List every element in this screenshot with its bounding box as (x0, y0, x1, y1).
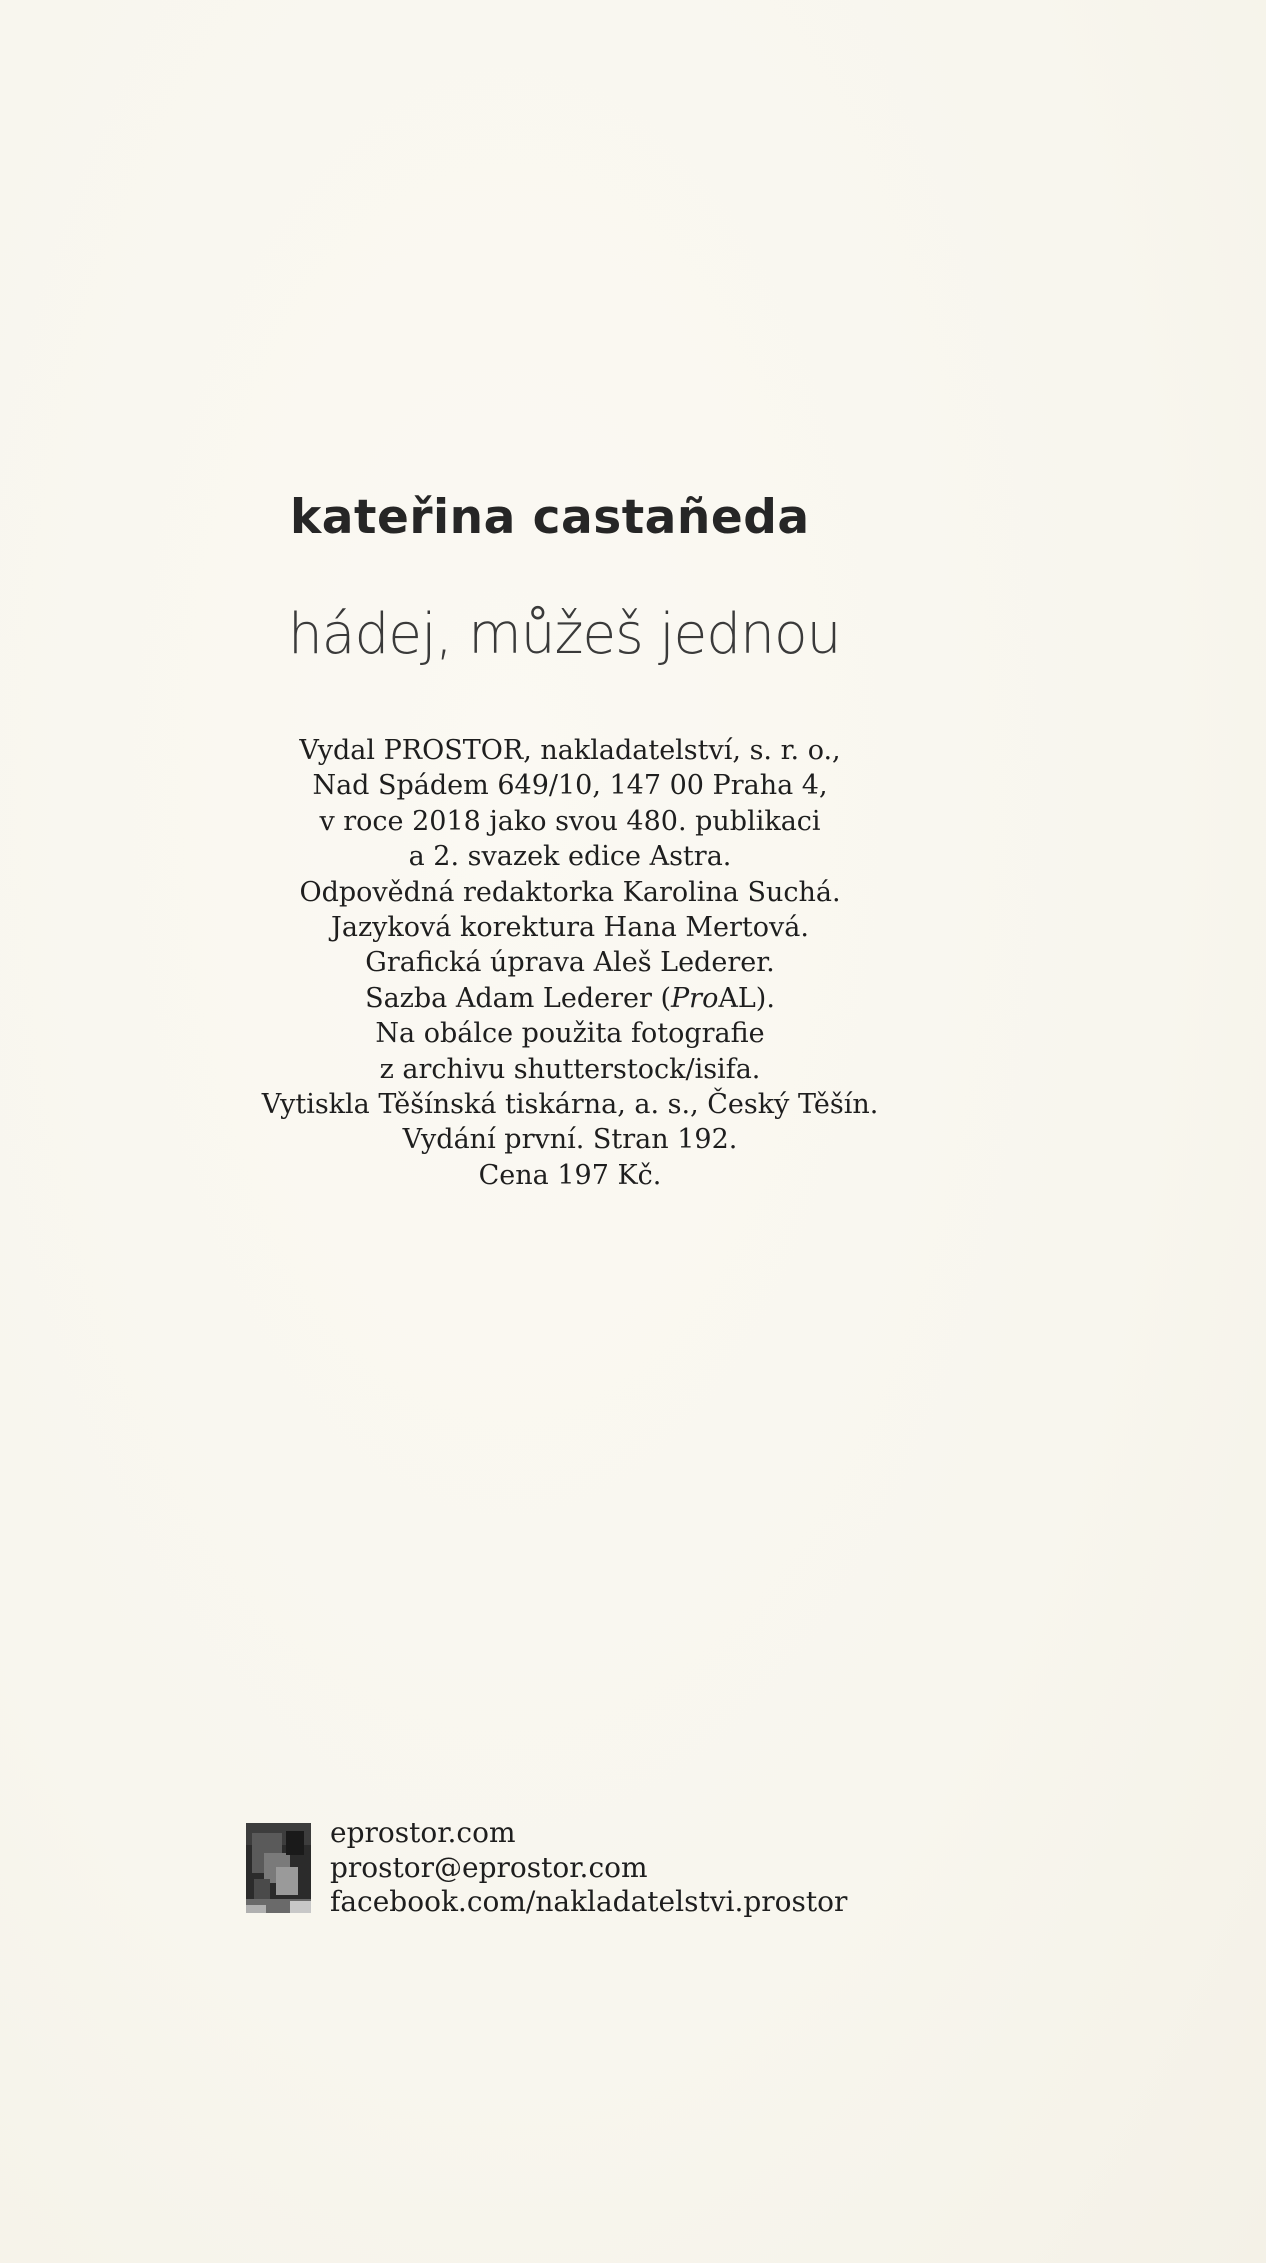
imprint-line: Vydání první. Stran 192. (402, 1124, 738, 1156)
imprint-line: Cena 197 Kč. (478, 1159, 662, 1191)
logo-graphic (246, 1823, 311, 1913)
website-link: eprostor.com (330, 1816, 516, 1849)
imprint-line: a 2. svazek edice Astra. (408, 841, 732, 873)
imprint-line: Vytiskla Těšínská tiskárna, a. s., Český Těšín. (261, 1089, 879, 1121)
imprint-line: Odpovědná redaktorka Karolina Suchá. (299, 876, 841, 908)
author-name: kateřina castañeda (290, 490, 810, 545)
imprint-line: Sazba Adam Lederer (ProAL). (365, 982, 775, 1014)
publisher-photo-logo-icon (246, 1823, 311, 1913)
contacts-block (330, 1816, 847, 1920)
imprint-line: Nad Spádem 649/10, 147 00 Praha 4, (312, 770, 828, 802)
imprint-line: z archivu shutterstock/isifa. (379, 1053, 761, 1085)
imprint-block (200, 733, 940, 1193)
facebook-link: facebook.com/nakladatelstvi.prostor (330, 1885, 848, 1918)
email-address: prostor@eprostor.com (330, 1850, 648, 1884)
imprint-line: Na obálce použita fotografie (375, 1018, 765, 1050)
imprint-line: v roce 2018 jako svou 480. publikaci (319, 805, 821, 837)
imprint-line: Grafická úprava Aleš Lederer. (365, 947, 775, 979)
book-title: hádej, můžeš jednou (288, 602, 841, 667)
imprint-line: Vydal PROSTOR, nakladatelství, s. r. o., (299, 735, 841, 766)
proal-italic: Pro (671, 982, 719, 1014)
imprint-line: Jazyková korektura Hana Mertová. (331, 912, 809, 944)
